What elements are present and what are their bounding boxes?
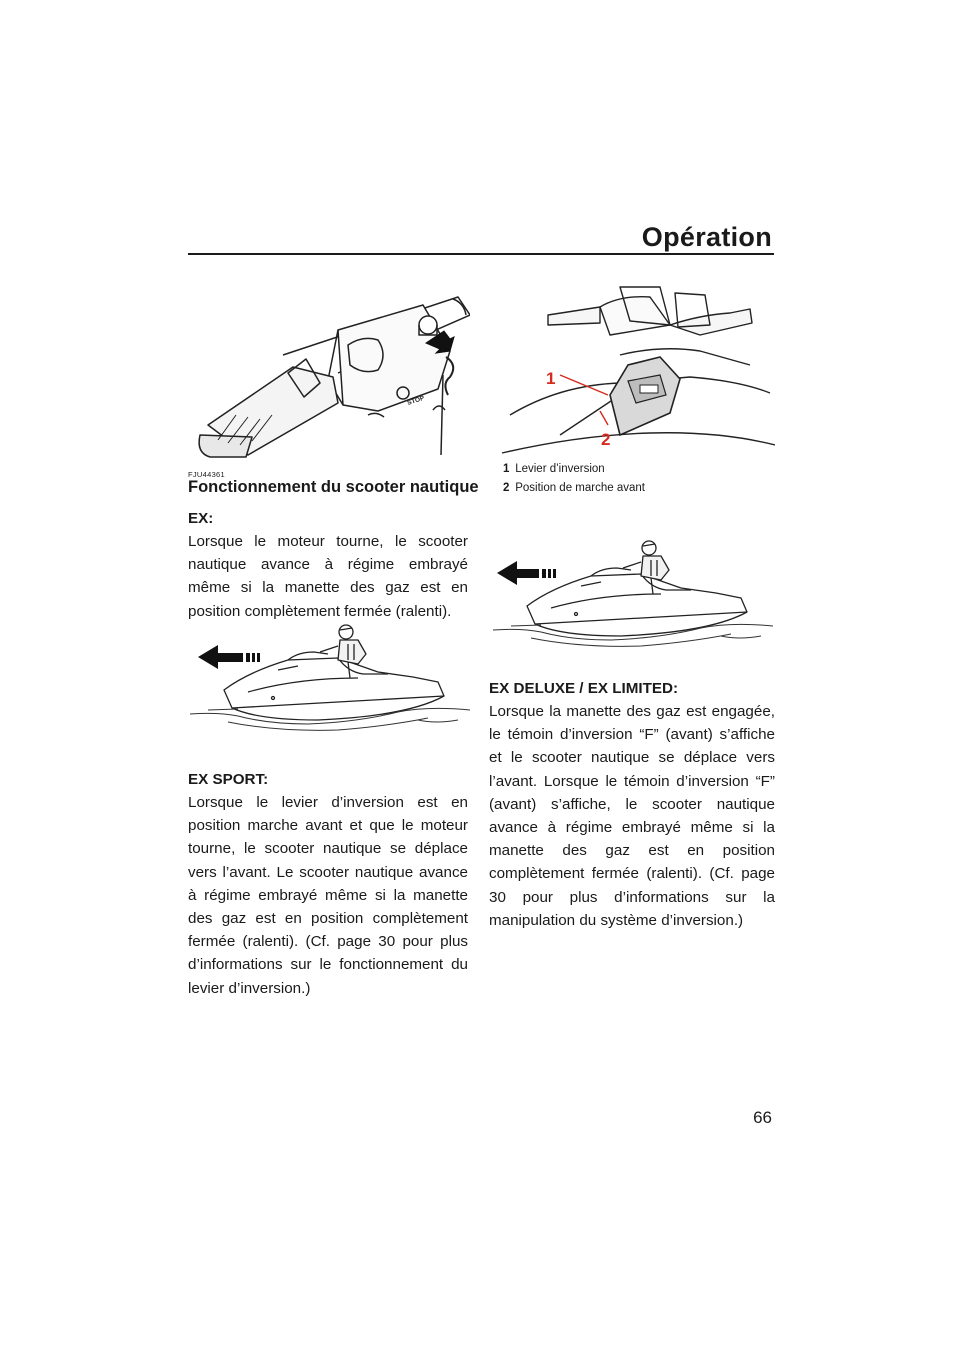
jet-ski-forward-illustration-right	[489, 528, 775, 656]
section-heading: Fonctionnement du scooter nautique	[188, 478, 479, 496]
reverse-lever-illustration	[500, 285, 775, 463]
figure-legend-item-2	[503, 482, 645, 494]
section-code: FJU44361	[188, 470, 226, 479]
ex-deluxe-label: EX DELUXE / EX LIMITED:	[489, 680, 679, 697]
legend-text: Levier d’inversion	[515, 463, 605, 475]
arrow-left-icon	[497, 561, 556, 585]
page-number: 66	[753, 1108, 772, 1127]
page-title: Opération	[641, 222, 772, 252]
ex-label: EX:	[188, 510, 214, 527]
ex-sport-label: EX SPORT:	[188, 771, 269, 788]
arrow-left-icon	[198, 645, 260, 669]
callout-2: 2	[601, 430, 611, 449]
ex-sport-paragraph: Lorsque le levier d’inversion est en position marche avant et que le moteur tourne, le scooter nautique se déplace vers l’avant. Le scooter nautique avance à régime embrayé même si la manette des gaz est en position complètement fermée (ralenti). (Cf. page 30 pour plus d’informations sur le fonctionnement du levier d’inversion.)	[188, 794, 468, 997]
ex-paragraph: Lorsque le moteur tourne, le scooter nautique avance à régime embrayé même si la manette des gaz est en position complètement fermée (ralenti).	[188, 533, 468, 620]
ex-deluxe-paragraph: Lorsque la manette des gaz est engagée, le témoin d’inversion “F” (avant) s’affiche et le scooter nautique se déplace vers l’avant. Lorsque le témoin d’inversion “F” (avant) s’affiche, le scooter nautique avance à régime embrayé même si la manette des gaz est en position complètement fermée (ralenti). (Cf. page 30 pour plus d’informations sur la manipulation du système d’inversion.)	[489, 703, 775, 929]
handlebar-stop-switch-illustration	[188, 285, 470, 463]
stop-label: STOP	[406, 394, 426, 407]
legend-number: 1	[503, 463, 510, 475]
title-rule	[188, 253, 774, 255]
callout-1: 1	[546, 369, 556, 388]
jet-ski-forward-illustration-left	[188, 612, 470, 740]
legend-text: Position de marche avant	[515, 482, 645, 494]
figure-legend-item-1	[503, 463, 605, 475]
legend-number: 2	[503, 482, 510, 494]
